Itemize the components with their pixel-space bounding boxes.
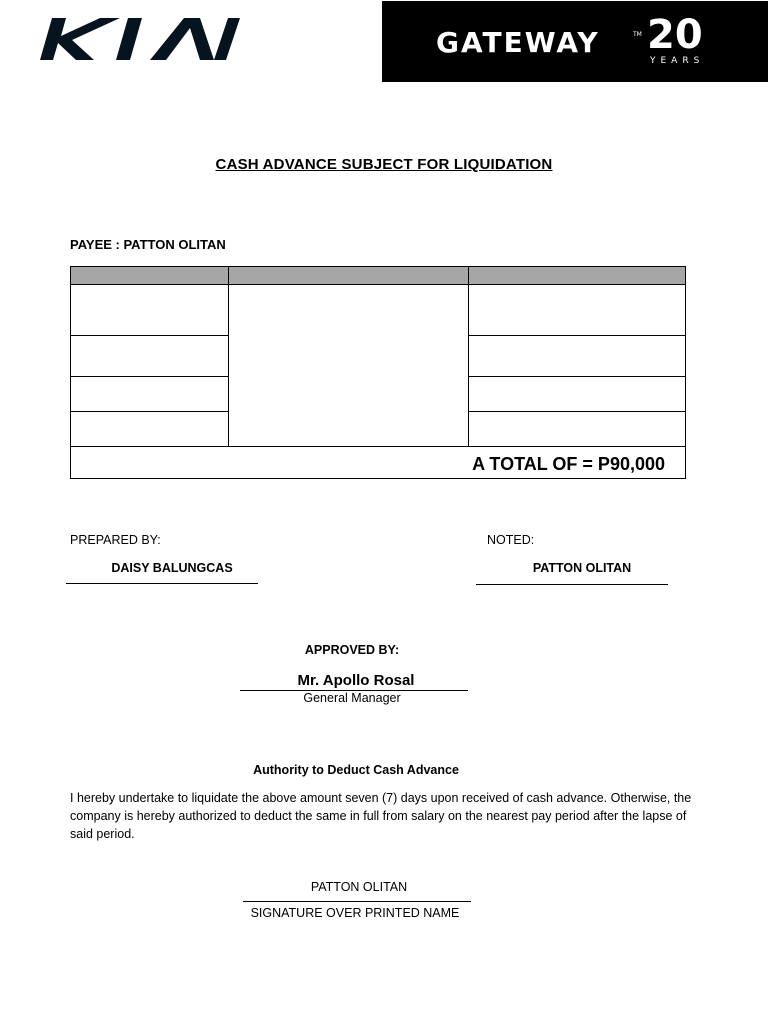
approved-by-position: General Manager [303, 691, 401, 705]
signature-caption: SIGNATURE OVER PRINTED NAME [250, 906, 460, 920]
signature-line [243, 901, 471, 902]
table-header-row [71, 267, 685, 284]
kia-logo [38, 14, 242, 64]
table-total: A TOTAL OF = P90,000 [472, 454, 665, 474]
gateway-logo-number: 20 [647, 12, 703, 58]
authority-paragraph: I hereby undertake to liquidate the above amount seven (7) days upon received of cash advance. Otherwise, the company is hereby authorized to deduct the same in full from salary on the nearest pay period after the lapse of said period. [70, 791, 692, 841]
noted-label: NOTED: [487, 533, 535, 547]
table-row-divider [70, 376, 229, 377]
prepared-by-name: DAISY BALUNGCAS [111, 561, 233, 575]
prepared-by-label: PREPARED BY: [70, 533, 161, 547]
document-title: CASH ADVANCE SUBJECT FOR LIQUIDATION [215, 156, 553, 173]
table-column-divider [228, 266, 229, 447]
noted-signature-line [476, 584, 668, 585]
table-border-left [70, 266, 71, 479]
gateway-logo-years: YEARS [650, 56, 705, 66]
kia-logo-mark [38, 14, 242, 64]
approved-by-name: Mr. Apollo Rosal [297, 672, 415, 689]
table-border-right [685, 266, 686, 479]
gateway-logo [382, 1, 768, 82]
noted-name: PATTON OLITAN [532, 561, 632, 575]
table-row-divider [468, 411, 686, 412]
table-row-divider [468, 335, 686, 336]
table-column-divider [468, 266, 469, 447]
signature-name: PATTON OLITAN [310, 880, 408, 894]
table-border-bottom [70, 478, 686, 479]
gateway-logo-word: GATEWAY [436, 26, 600, 59]
prepared-by-signature-line [66, 583, 258, 584]
table-header-divider [70, 284, 686, 285]
table-border-top [70, 266, 686, 267]
authority-heading: Authority to Deduct Cash Advance [253, 763, 459, 777]
payee-line: PAYEE : PATTON OLITAN [70, 237, 226, 252]
table-row-divider [468, 376, 686, 377]
table-row-divider [70, 335, 229, 336]
gateway-logo-trademark: TM [633, 31, 642, 38]
table-total-divider [70, 446, 686, 447]
table-row-divider [70, 411, 229, 412]
approved-by-label: APPROVED BY: [304, 643, 400, 657]
